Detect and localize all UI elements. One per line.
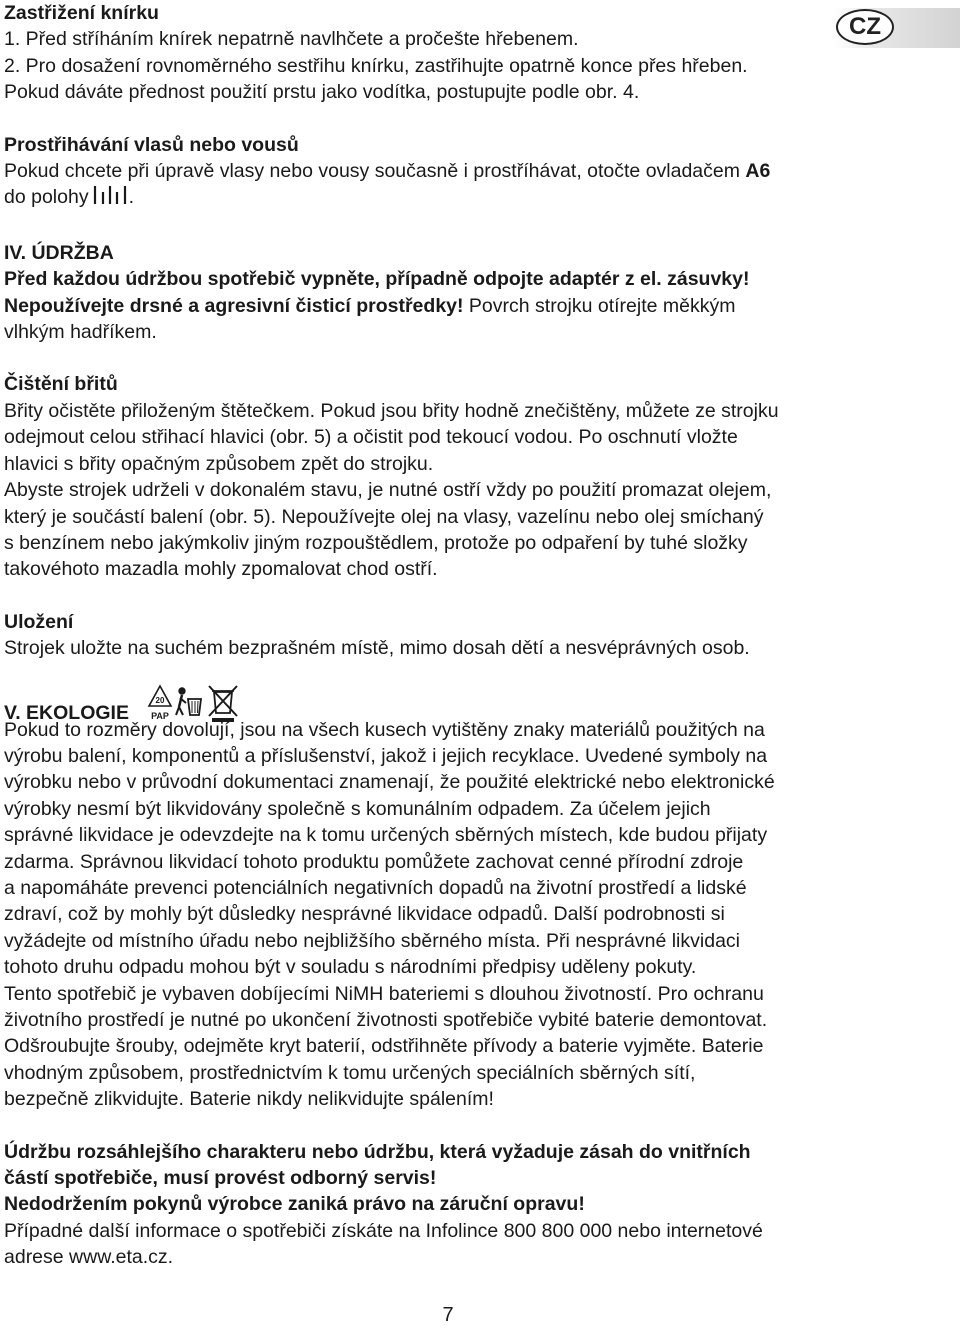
paragraph-line: vhodným způsobem, prostřednictvím k tomu určených speciálních sběrných sítí, bbox=[4, 1061, 696, 1084]
paragraph-line: Nedodržením pokynů výrobce zaniká právo na záruční opravu! bbox=[4, 1193, 585, 1216]
paragraph-line: adrese www.eta.cz. bbox=[4, 1246, 174, 1269]
paragraph-line: výrobky nesmí být likvidovány společně s komunálním odpadem. Za účelem jejich bbox=[4, 797, 711, 820]
paragraph-line: Břity očistěte přiloženým štětečkem. Pokud jsou břity hodně znečištěny, můžete ze strojku bbox=[4, 399, 779, 422]
section-storage bbox=[4, 609, 934, 662]
paragraph-line: tohoto druhu odpadu mohou být v souladu s národními předpisy uděleny pokuty. bbox=[4, 956, 697, 979]
paragraph-line: s benzínem nebo jakýmkoliv jiným rozpouštědlem, protože po odpaření by tuhé složky bbox=[4, 531, 748, 554]
svg-text:PAP: PAP bbox=[151, 710, 170, 721]
paragraph-line: vyžádejte od místního úřadu nebo nejbližšího sběrného místa. Při nesprávné likvidaci bbox=[4, 929, 740, 952]
paragraph-line: bezpečně zlikvidujte. Baterie nikdy nelikvidujte spálením! bbox=[4, 1088, 494, 1111]
paragraph-line: výrobu balení, komponentů a příslušenství, jakož i jejich recyklace. Uvedené symboly na bbox=[4, 744, 768, 767]
section-ecology bbox=[4, 683, 934, 1113]
page-number: 7 bbox=[442, 1304, 454, 1326]
paragraph-line: Odšroubujte šrouby, odejměte kryt baterií, odstřihněte přívody a baterie vyjměte. Baterie bbox=[4, 1035, 764, 1058]
thinning-position-icon bbox=[91, 184, 129, 213]
ecology-text bbox=[4, 717, 934, 1113]
paragraph-line: hlavici s břity opačným způsobem zpět do strojku. bbox=[4, 452, 434, 475]
paragraph-line: částí spotřebiče, musí provést odborný servis! bbox=[4, 1167, 437, 1190]
paragraph-line: Nepoužívejte drsné a agresivní čisticí prostředky! Povrch strojku otírejte měkkým bbox=[4, 294, 736, 317]
paragraph-line: Strojek uložte na suchém bezprašném místě, mimo dosah dětí a nesvéprávných osob. bbox=[4, 637, 750, 660]
paragraph-line: Tento spotřebič je vybaven dobíjecími NiMH bateriemi s dlouhou životností. Pro ochranu bbox=[4, 982, 764, 1005]
paragraph-line: Abyste strojek udrželi v dokonalém stavu, je nutné ostří vždy po použití promazat olejem, bbox=[4, 479, 772, 502]
paragraph-line: správné likvidace je odevzdejte na k tomu určených sběrných místech, kde budou přijaty bbox=[4, 824, 768, 847]
paragraph-line: do polohy . bbox=[4, 184, 934, 213]
paragraph-line: Údržbu rozsáhlejšího charakteru nebo údržbu, která vyžaduje zásah do vnitřních bbox=[4, 1140, 751, 1163]
section-blade-cleaning bbox=[4, 371, 934, 582]
section-service bbox=[4, 1139, 934, 1271]
paragraph-line: Pokud chcete při úpravě vlasy nebo vousy současně i prostříhávat, otočte ovladačem A6 bbox=[4, 160, 771, 183]
section-title: IV. ÚDRŽBA bbox=[4, 241, 114, 264]
paragraph-line: výrobku nebo v průvodní dokumentaci znamenají, že použité elektrické nebo elektronické bbox=[4, 771, 775, 794]
control-label: A6 bbox=[745, 160, 771, 183]
section-moustache-trimming bbox=[4, 0, 934, 106]
paragraph-line: zdraví, což by mohly být důsledky nesprávné likvidace odpadů. Další podrobnosti si bbox=[4, 903, 725, 926]
paragraph-line: Před každou údržbou spotřebič vypněte, případně odpojte adaptér z el. zásuvky! bbox=[4, 268, 750, 291]
paragraph-line: 2. Pro dosažení rovnoměrného sestřihu knírku, zastřihujte opatrně konce přes hřeben. bbox=[4, 54, 748, 77]
paragraph-line: životního prostředí je nutné po ukončení životnosti spotřebiče vybité baterie demontovat. bbox=[4, 1009, 768, 1031]
paragraph-line: vlhkým hadříkem. bbox=[4, 321, 157, 344]
language-badge-label: CZ bbox=[836, 9, 894, 45]
paragraph-line: zdarma. Správnou likvidací tohoto produktu pomůžete zachovat cenné přírodní zdroje bbox=[4, 850, 744, 873]
paragraph-line: odejmout celou střihací hlavici (obr. 5) a očistit pod tekoucí vodou. Po oschnutí vložte bbox=[4, 426, 738, 449]
section-maintenance bbox=[4, 240, 934, 346]
paragraph-line: a napomáháte prevenci potenciálních negativních dopadů na životní prostředí a lidské bbox=[4, 876, 747, 899]
paragraph-line: Pokud dáváte přednost použití prstu jako vodítka, postupujte podle obr. 4. bbox=[4, 81, 640, 104]
section-thinning bbox=[4, 132, 934, 214]
section-title: Zastřižení knírku bbox=[4, 2, 159, 24]
paragraph-line: který je součástí balení (obr. 5). Nepoužívejte olej na vlasy, vazelínu nebo olej smíchaný bbox=[4, 505, 764, 528]
paragraph-line: Případné další informace o spotřebiči získáte na Infolince 800 800 000 nebo internetové bbox=[4, 1219, 763, 1242]
section-title: Uložení bbox=[4, 610, 74, 633]
manual-page bbox=[4, 0, 934, 1271]
paragraph-line: Pokud to rozměry dovolují, jsou na všech kusech vytištěny znaky materiálů použitých na bbox=[4, 718, 765, 741]
section-title: V. EKOLOGIE bbox=[4, 701, 129, 724]
section-title: Prostřihávání vlasů nebo vousů bbox=[4, 133, 299, 156]
recycle-pap-icon bbox=[149, 686, 171, 721]
paragraph-line: takovéhoto mazadla mohly zpomalovat chod ostří. bbox=[4, 558, 438, 581]
tidy-man-bin-icon bbox=[176, 687, 201, 714]
section-title: Čištění břitů bbox=[4, 373, 118, 396]
paragraph-line: 1. Před stříháním knírek nepatrně navlhčete a pročešte hřebenem. bbox=[4, 28, 579, 51]
svg-text:20: 20 bbox=[155, 695, 165, 705]
